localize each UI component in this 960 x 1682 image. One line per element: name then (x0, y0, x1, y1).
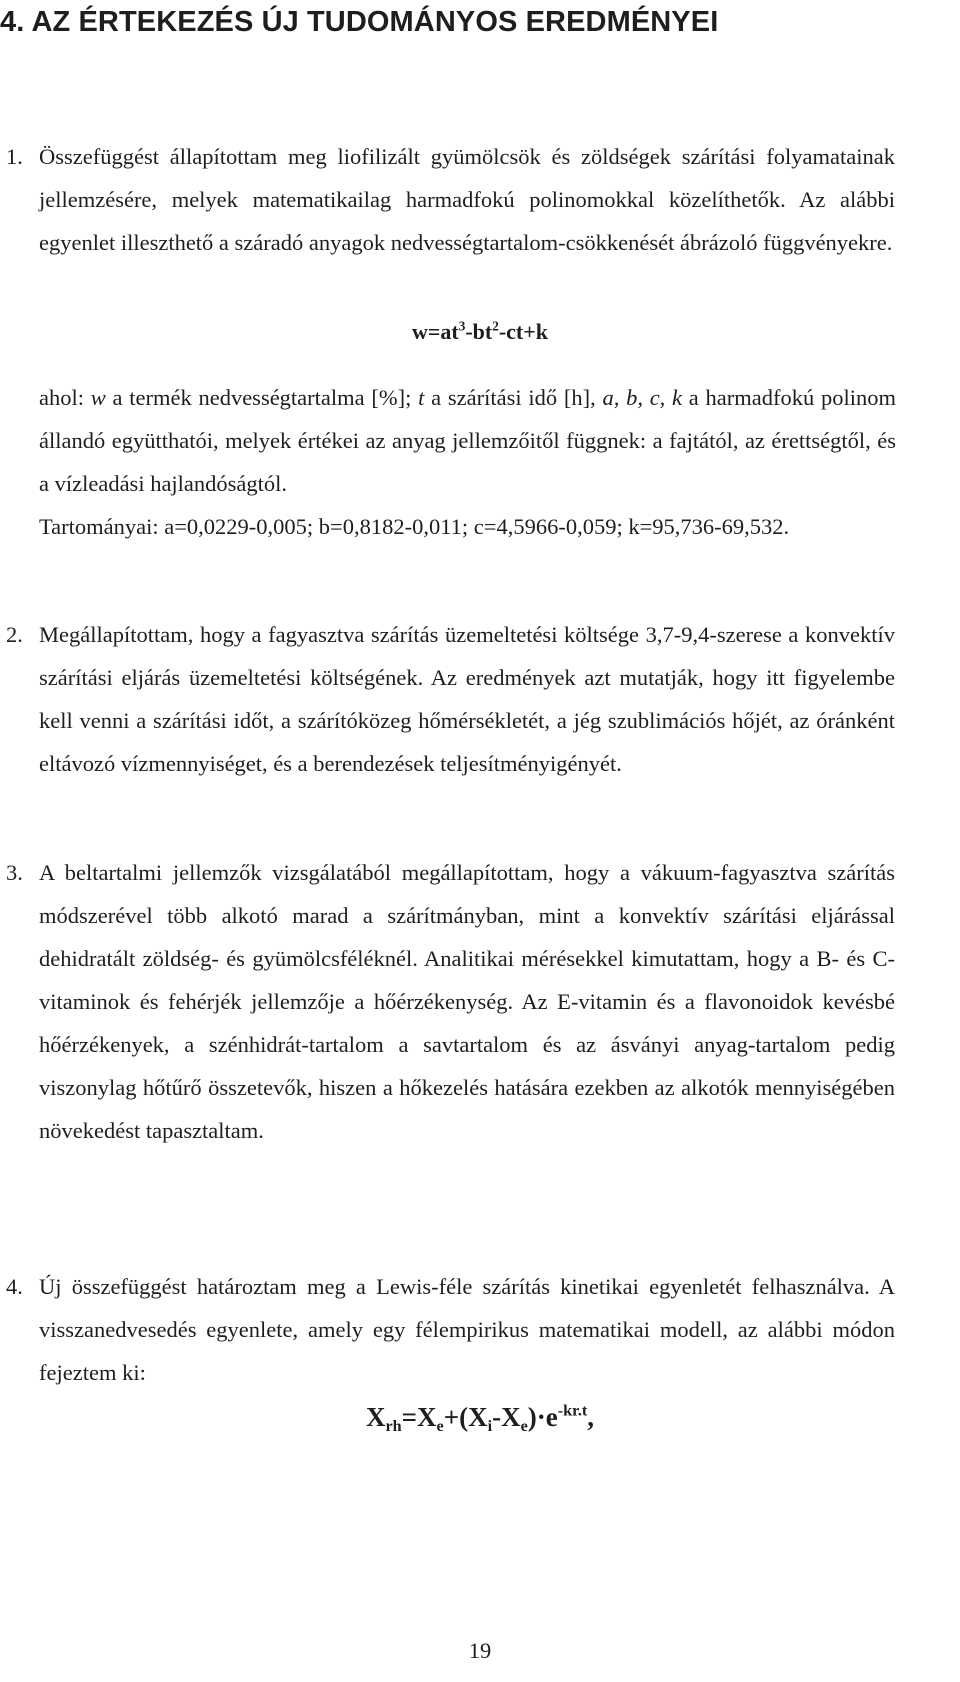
result-2-paragraph (6, 613, 895, 785)
result-1-paragraph (6, 135, 895, 264)
explanation-text: a harmadfokú polinom állandó együtthatói, melyek értékei az anyag jellemzőitől függnek: a fajtától, az érettségtől, és a vízleadási hajlandóságtól. (39, 385, 896, 496)
result-3-number: 3. (6, 860, 23, 885)
result-item-1 (6, 135, 895, 264)
coefficients: a, b, c, k (602, 385, 683, 410)
ranges-line: Tartományai: a=0,0229-0,005; b=0,8182-0,011; c=4,5966-0,059; k=95,736-69,532. (39, 514, 790, 539)
result-4-paragraph (6, 1265, 895, 1394)
formula-subscript: i (487, 1416, 493, 1435)
result-4-text: Új összefüggést határoztam meg a Lewis-féle szárítás kinetikai egyenletét felhasználva. A visszanedvesedés egyenlete, amely egy félempirikus matematikai modell, az alábbi módon fejeztem ki: (39, 1274, 895, 1385)
formula-exponent: 2 (492, 318, 499, 334)
formula-subscript: e (520, 1416, 528, 1435)
formula-part: =X (401, 1402, 437, 1432)
explanation-text: ahol: (39, 385, 91, 410)
formula-subscript: rh (385, 1416, 402, 1435)
formula-part: )·e (527, 1402, 558, 1432)
formula-part: w=at (411, 319, 459, 344)
formula-part: -X (492, 1402, 521, 1432)
result-3-paragraph (6, 851, 895, 1152)
explanation-text: a szárítási idő [h], (424, 385, 603, 410)
result-4-number: 4. (6, 1274, 23, 1299)
section-heading: 4. AZ ÉRTEKEZÉS ÚJ TUDOMÁNYOS EREDMÉNYEI (0, 6, 719, 38)
formula-part: +(X (443, 1402, 488, 1432)
variable-w: w (90, 385, 106, 410)
explanation-paragraph (39, 376, 896, 505)
result-1-number: 1. (6, 144, 23, 169)
formula-exponent: 3 (458, 318, 466, 334)
page-number: 19 (468, 1638, 492, 1663)
result-1-text: Összefüggést állapítottam meg liofilizált gyümölcsök és zöldségek szárítási folyamatainak jellemzésére, melyek matematikailag harmadfokú polinomokkal közelíthetők. Az alábbi egyenlet illeszthető a száradó anyagok nedvességtartalom-csökkenését ábrázoló függvényekre. (39, 144, 895, 255)
result-2-number: 2. (6, 622, 23, 647)
result-item-4 (6, 1265, 895, 1394)
cubic-polynomial-formula (0, 312, 960, 352)
result-3-text: A beltartalmi jellemzők vizsgálatából megállapítottam, hogy a vákuum-fagyasztva szárítás módszerével több alkotó marad a szárítmányban, mint a konvektív szárítási eljárással dehidratált zöldség- és gyümölcsféléknél. Analitikai mérésekkel kimutattam, hogy a B- és C-vitaminok és fehérjék jellemzője a hőérzékenység. Az E-vitamin és a flavonoidok kevésbé hőérzékenyek, a szénhidrát-tartalom a savtartalom és az ásványi anyag-tartalom pedig viszonylag hőtűrő összetevők, hiszen a hőkezelés hatására ezekben az alkotók mennyiségében növekedést tapasztaltam. (39, 860, 895, 1143)
formula-part: -ct+k (498, 319, 549, 344)
formula-part: -bt (465, 319, 493, 344)
result-1-explanation (39, 376, 896, 548)
result-item-3 (6, 851, 895, 1152)
result-2-text: Megállapítottam, hogy a fagyasztva szárítás üzemeltetési költsége 3,7-9,4-szerese a konvektív szárítási eljárás üzemeltetési költségének. Az eredmények azt mutatják, hogy itt figyelembe kell venni a szárítási időt, a szárítóközeg hőmérsékletét, a jég szublimációs hőjét, az óránként eltávozó vízmennyiséget, és a berendezések teljesítményigényét. (39, 622, 895, 776)
variable-t: t (418, 385, 425, 410)
formula-part: X (365, 1402, 386, 1432)
rehydration-formula (0, 1395, 960, 1439)
formula-exponent: -kr.t (557, 1401, 588, 1420)
formula-subscript: e (436, 1416, 444, 1435)
result-item-2 (6, 613, 895, 785)
explanation-text: a termék nedvességtartalma [%]; (105, 385, 419, 410)
formula-part: , (587, 1402, 595, 1432)
